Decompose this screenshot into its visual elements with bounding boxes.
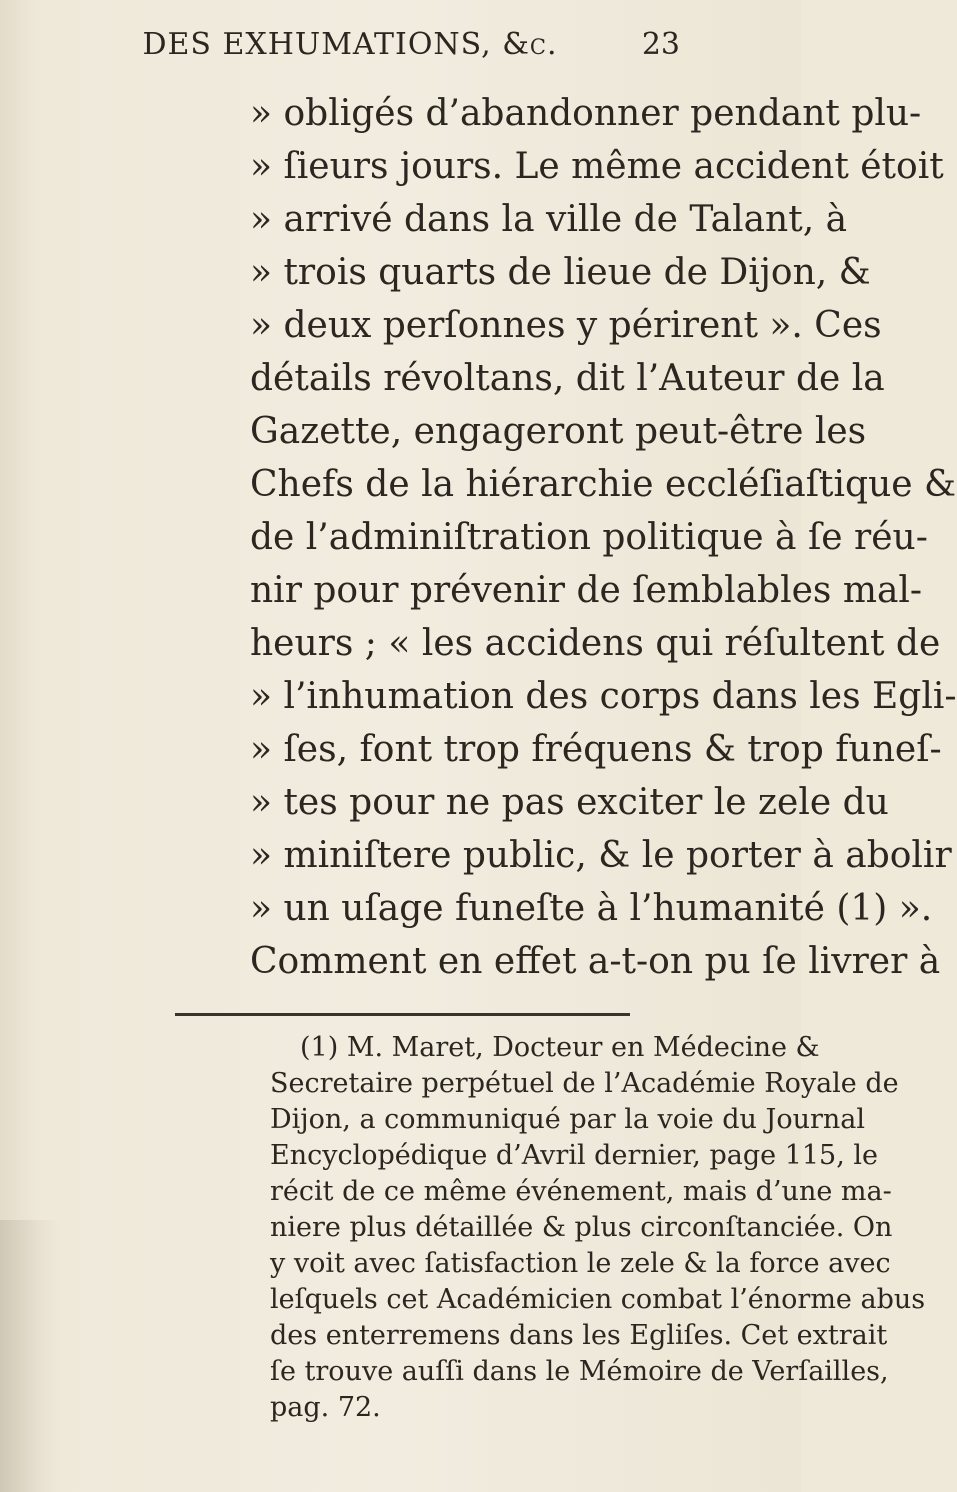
body-line: heurs ; « les accidens qui réſultent de — [250, 623, 941, 664]
footnote-line: leſquels cet Académicien combat l’énorme abus — [270, 1284, 926, 1315]
body-line: de l’adminiſtration politique à ſe réu- — [250, 517, 928, 558]
body-line: » ſieurs jours. Le même accident étoit — [250, 146, 944, 187]
body-line: » deux perſonnes y périrent ». Ces — [250, 305, 882, 346]
body-line: » arrivé dans la ville de Talant, à — [250, 199, 848, 240]
body-line: » miniſtere public, & le porter à abolir — [250, 835, 952, 876]
page-number: 23 — [641, 27, 680, 62]
page-edge-shadow — [0, 1220, 60, 1492]
footnote-line: (1) M. Maret, Docteur en Médecine & — [300, 1032, 820, 1063]
body-line: » trois quarts de lieue de Dijon, & — [250, 252, 871, 293]
running-head — [0, 22, 801, 72]
body-line: Gazette, engageront peut-être les — [250, 411, 867, 452]
body-line: » ſes, font trop fréquens & trop funeſ- — [250, 729, 942, 770]
body-line: nir pour prévenir de ſemblables mal- — [250, 570, 923, 611]
body-line: » un uſage funeſte à l’humanité (1) ». — [250, 888, 933, 929]
footnote-line: des enterremens dans les Egliſes. Cet extrait — [270, 1320, 888, 1351]
running-head-title: DES EXHUMATIONS, &c. — [142, 27, 558, 62]
body-line: » tes pour ne pas exciter le zele du — [250, 782, 889, 823]
footnote-line: niere plus détaillée & plus circonſtanciée. On — [270, 1212, 893, 1243]
body-line: détails révoltans, dit l’Auteur de la — [250, 358, 885, 399]
footnote-line: Dijon, a communiqué par la voie du Journal — [270, 1104, 866, 1135]
footnote-line: Encyclopédique d’Avril dernier, page 115, le — [270, 1140, 879, 1171]
footnote-line: ſe trouve auſſi dans le Mémoire de Verſailles, — [270, 1356, 889, 1387]
footnote-line: y voit avec ſatisfaction le zele & la force avec — [270, 1248, 891, 1279]
body-line: Chefs de la hiérarchie eccléſiaſtique & — [250, 464, 957, 505]
body-line: » l’inhumation des corps dans les Egli- — [250, 676, 957, 717]
body-line: Comment en effet a-t-on pu ſe livrer à — [250, 941, 941, 982]
footnote-line: pag. 72. — [270, 1392, 381, 1423]
footnote-line: récit de ce même événement, mais d’une ma- — [270, 1176, 892, 1207]
footnote-rule — [175, 1013, 630, 1016]
footnote-line: Secretaire perpétuel de l’Académie Royale de — [270, 1068, 899, 1099]
body-line: » obligés d’abandonner pendant plu- — [250, 93, 922, 134]
